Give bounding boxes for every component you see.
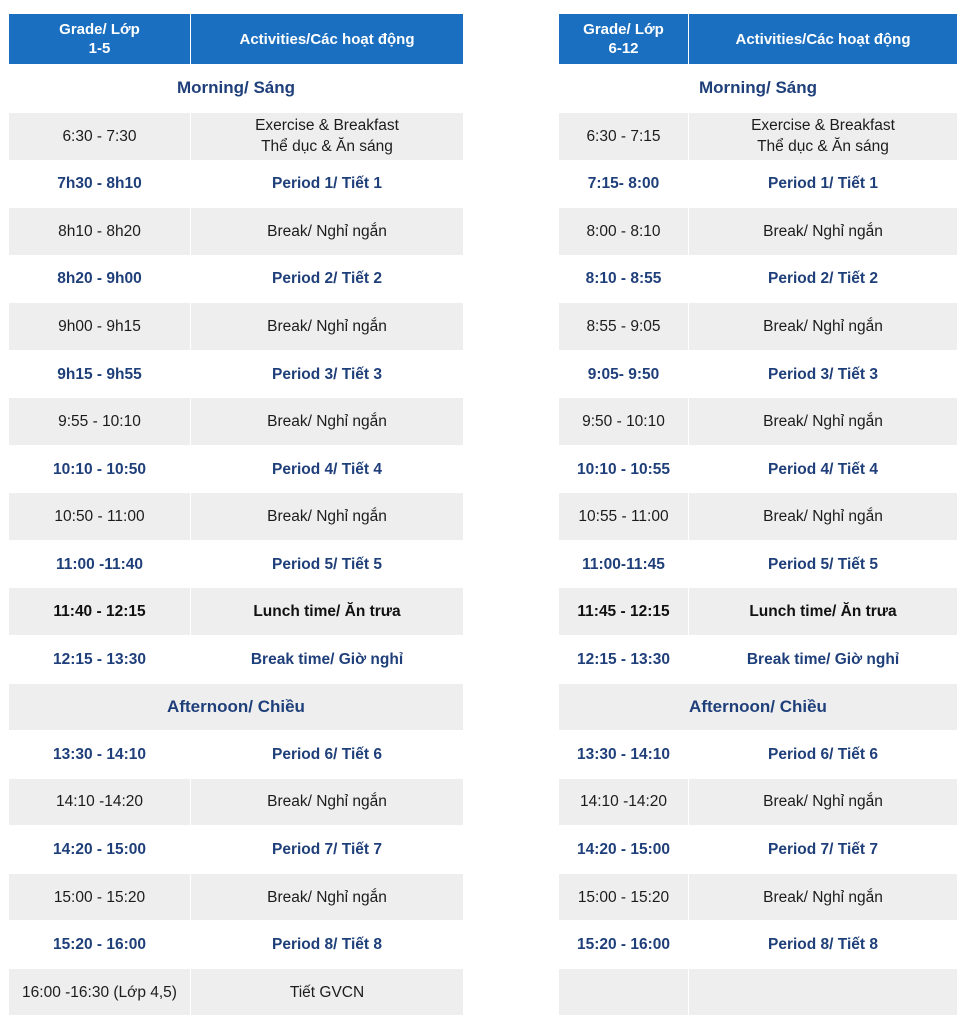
- section-header: [9, 683, 463, 731]
- activity-cell: Exercise & Breakfast Thể dục & Ăn sáng: [255, 117, 399, 156]
- table-row: [9, 350, 463, 398]
- table-row: [559, 587, 957, 635]
- table-row: [9, 160, 463, 208]
- activity-cell: Period 7/ Tiết 7: [272, 840, 382, 858]
- time-cell: 12:15 - 13:30: [559, 636, 689, 683]
- table-row: [559, 350, 957, 398]
- activity-cell: Period 5/ Tiết 5: [768, 555, 878, 573]
- time-cell: 8h10 - 8h20: [9, 208, 191, 255]
- section-label: Afternoon/ Chiều: [167, 696, 305, 716]
- activity-cell: Period 7/ Tiết 7: [768, 840, 878, 858]
- table-row: [9, 207, 463, 255]
- activity-cell: Break/ Nghỉ ngắn: [267, 793, 387, 811]
- activity-cell: [689, 969, 957, 1016]
- schedule-table-grades-6-12: [559, 14, 957, 1015]
- activity-cell: Period 1/ Tiết 1: [272, 175, 382, 193]
- table-row: [9, 778, 463, 826]
- table-row: [559, 968, 957, 1016]
- table-row: [559, 492, 957, 540]
- table-row: [559, 160, 957, 208]
- table-row: [9, 302, 463, 350]
- header-activities: Activities/Các hoạt động: [239, 30, 415, 48]
- activity-cell: Break/ Nghỉ ngắn: [267, 888, 387, 906]
- activity-cell: Period 4/ Tiết 4: [768, 460, 878, 478]
- table-row: [559, 302, 957, 350]
- time-cell: 9:55 - 10:10: [9, 398, 191, 445]
- section-label: Morning/ Sáng: [698, 78, 818, 98]
- time-cell: 15:20 - 16:00: [559, 921, 689, 968]
- activity-cell: Period 8/ Tiết 8: [768, 936, 878, 954]
- table-row: [559, 778, 957, 826]
- time-cell: 16:00 -16:30 (Lớp 4,5): [9, 969, 191, 1016]
- table-row: [9, 540, 463, 588]
- table-row: [559, 445, 957, 493]
- activity-cell: Break/ Nghỉ ngắn: [267, 413, 387, 431]
- table-row: [9, 730, 463, 778]
- table-row: [559, 255, 957, 303]
- activity-cell: Break/ Nghỉ ngắn: [763, 317, 883, 335]
- table-row: [559, 825, 957, 873]
- table-row: [9, 492, 463, 540]
- table-row: [9, 587, 463, 635]
- time-cell: 14:10 -14:20: [9, 779, 191, 826]
- time-cell: 15:00 - 15:20: [9, 874, 191, 921]
- activity-cell: Break/ Nghỉ ngắn: [267, 222, 387, 240]
- time-cell: 15:20 - 16:00: [9, 921, 191, 968]
- time-cell: 10:10 - 10:55: [559, 446, 689, 493]
- schedule-table-grades-1-5: [9, 14, 463, 1015]
- time-cell: 10:10 - 10:50: [9, 446, 191, 493]
- activity-cell: Break/ Nghỉ ngắn: [267, 508, 387, 526]
- table-row: [559, 873, 957, 921]
- activity-cell: Period 1/ Tiết 1: [768, 175, 878, 193]
- activity-cell: Period 8/ Tiết 8: [272, 936, 382, 954]
- table-header: [559, 14, 957, 64]
- section-header: [559, 64, 957, 112]
- table-row: [9, 445, 463, 493]
- time-cell: 6:30 - 7:30: [9, 113, 191, 160]
- time-cell: 10:50 - 11:00: [9, 493, 191, 540]
- table-row: [9, 112, 463, 160]
- activity-cell: Break/ Nghỉ ngắn: [763, 508, 883, 526]
- table-row: [559, 730, 957, 778]
- time-cell: 14:20 - 15:00: [9, 826, 191, 873]
- time-cell: 11:40 - 12:15: [9, 588, 191, 635]
- table-row: [9, 255, 463, 303]
- header-activities: Activities/Các hoạt động: [735, 30, 911, 48]
- time-cell: 11:00-11:45: [559, 541, 689, 588]
- time-cell: 10:55 - 11:00: [559, 493, 689, 540]
- activity-cell: Period 6/ Tiết 6: [768, 745, 878, 763]
- table-row: [9, 397, 463, 445]
- activity-cell: Lunch time/ Ăn trưa: [749, 603, 897, 621]
- time-cell: 13:30 - 14:10: [9, 731, 191, 778]
- time-cell: 8:10 - 8:55: [559, 256, 689, 303]
- time-cell: 12:15 - 13:30: [9, 636, 191, 683]
- activity-cell: Period 4/ Tiết 4: [272, 460, 382, 478]
- table-row: [559, 540, 957, 588]
- section-header: [559, 683, 957, 731]
- activity-cell: Lunch time/ Ăn trưa: [253, 603, 401, 621]
- section-header: [9, 64, 463, 112]
- time-cell: 11:00 -11:40: [9, 541, 191, 588]
- time-cell: 9h00 - 9h15: [9, 303, 191, 350]
- table-row: [559, 635, 957, 683]
- time-cell: 6:30 - 7:15: [559, 113, 689, 160]
- activity-cell: Break/ Nghỉ ngắn: [763, 888, 883, 906]
- time-cell: 8:55 - 9:05: [559, 303, 689, 350]
- activity-cell: Break/ Nghỉ ngắn: [763, 793, 883, 811]
- time-cell: 9:05- 9:50: [559, 351, 689, 398]
- time-cell: 9:50 - 10:10: [559, 398, 689, 445]
- section-label: Morning/ Sáng: [176, 78, 296, 98]
- section-label: Afternoon/ Chiều: [689, 696, 827, 716]
- time-cell: 9h15 - 9h55: [9, 351, 191, 398]
- time-cell: 7h30 - 8h10: [9, 161, 191, 208]
- activity-cell: Break/ Nghỉ ngắn: [267, 317, 387, 335]
- time-cell: 11:45 - 12:15: [559, 588, 689, 635]
- table-row: [559, 397, 957, 445]
- activity-cell: Period 5/ Tiết 5: [272, 555, 382, 573]
- header-grade: Grade/ Lớp 1-5: [9, 14, 191, 64]
- table-row: [559, 920, 957, 968]
- activity-cell: Break/ Nghỉ ngắn: [763, 413, 883, 431]
- time-cell: 8:00 - 8:10: [559, 208, 689, 255]
- time-cell: [559, 969, 689, 1016]
- table-row: [9, 920, 463, 968]
- activity-cell: Period 2/ Tiết 2: [768, 270, 878, 288]
- table-row: [9, 825, 463, 873]
- activity-cell: Period 3/ Tiết 3: [768, 365, 878, 383]
- time-cell: 14:20 - 15:00: [559, 826, 689, 873]
- time-cell: 13:30 - 14:10: [559, 731, 689, 778]
- table-row: [559, 207, 957, 255]
- table-row: [9, 968, 463, 1016]
- header-grade: Grade/ Lớp 6-12: [559, 14, 689, 64]
- activity-cell: Break time/ Giờ nghỉ: [250, 650, 404, 668]
- activity-cell: Period 3/ Tiết 3: [272, 365, 382, 383]
- table-row: [559, 112, 957, 160]
- activity-cell: Period 6/ Tiết 6: [272, 745, 382, 763]
- activity-cell: Tiết GVCN: [289, 983, 365, 1001]
- time-cell: 7:15- 8:00: [559, 161, 689, 208]
- time-cell: 15:00 - 15:20: [559, 874, 689, 921]
- time-cell: 8h20 - 9h00: [9, 256, 191, 303]
- activity-cell: Exercise & Breakfast Thể dục & Ăn sáng: [751, 117, 895, 156]
- table-row: [9, 873, 463, 921]
- time-cell: 14:10 -14:20: [559, 779, 689, 826]
- table-header: [9, 14, 463, 64]
- activity-cell: Period 2/ Tiết 2: [272, 270, 382, 288]
- activity-cell: Break/ Nghỉ ngắn: [763, 222, 883, 240]
- activity-cell: Break time/ Giờ nghỉ: [746, 650, 900, 668]
- table-row: [9, 635, 463, 683]
